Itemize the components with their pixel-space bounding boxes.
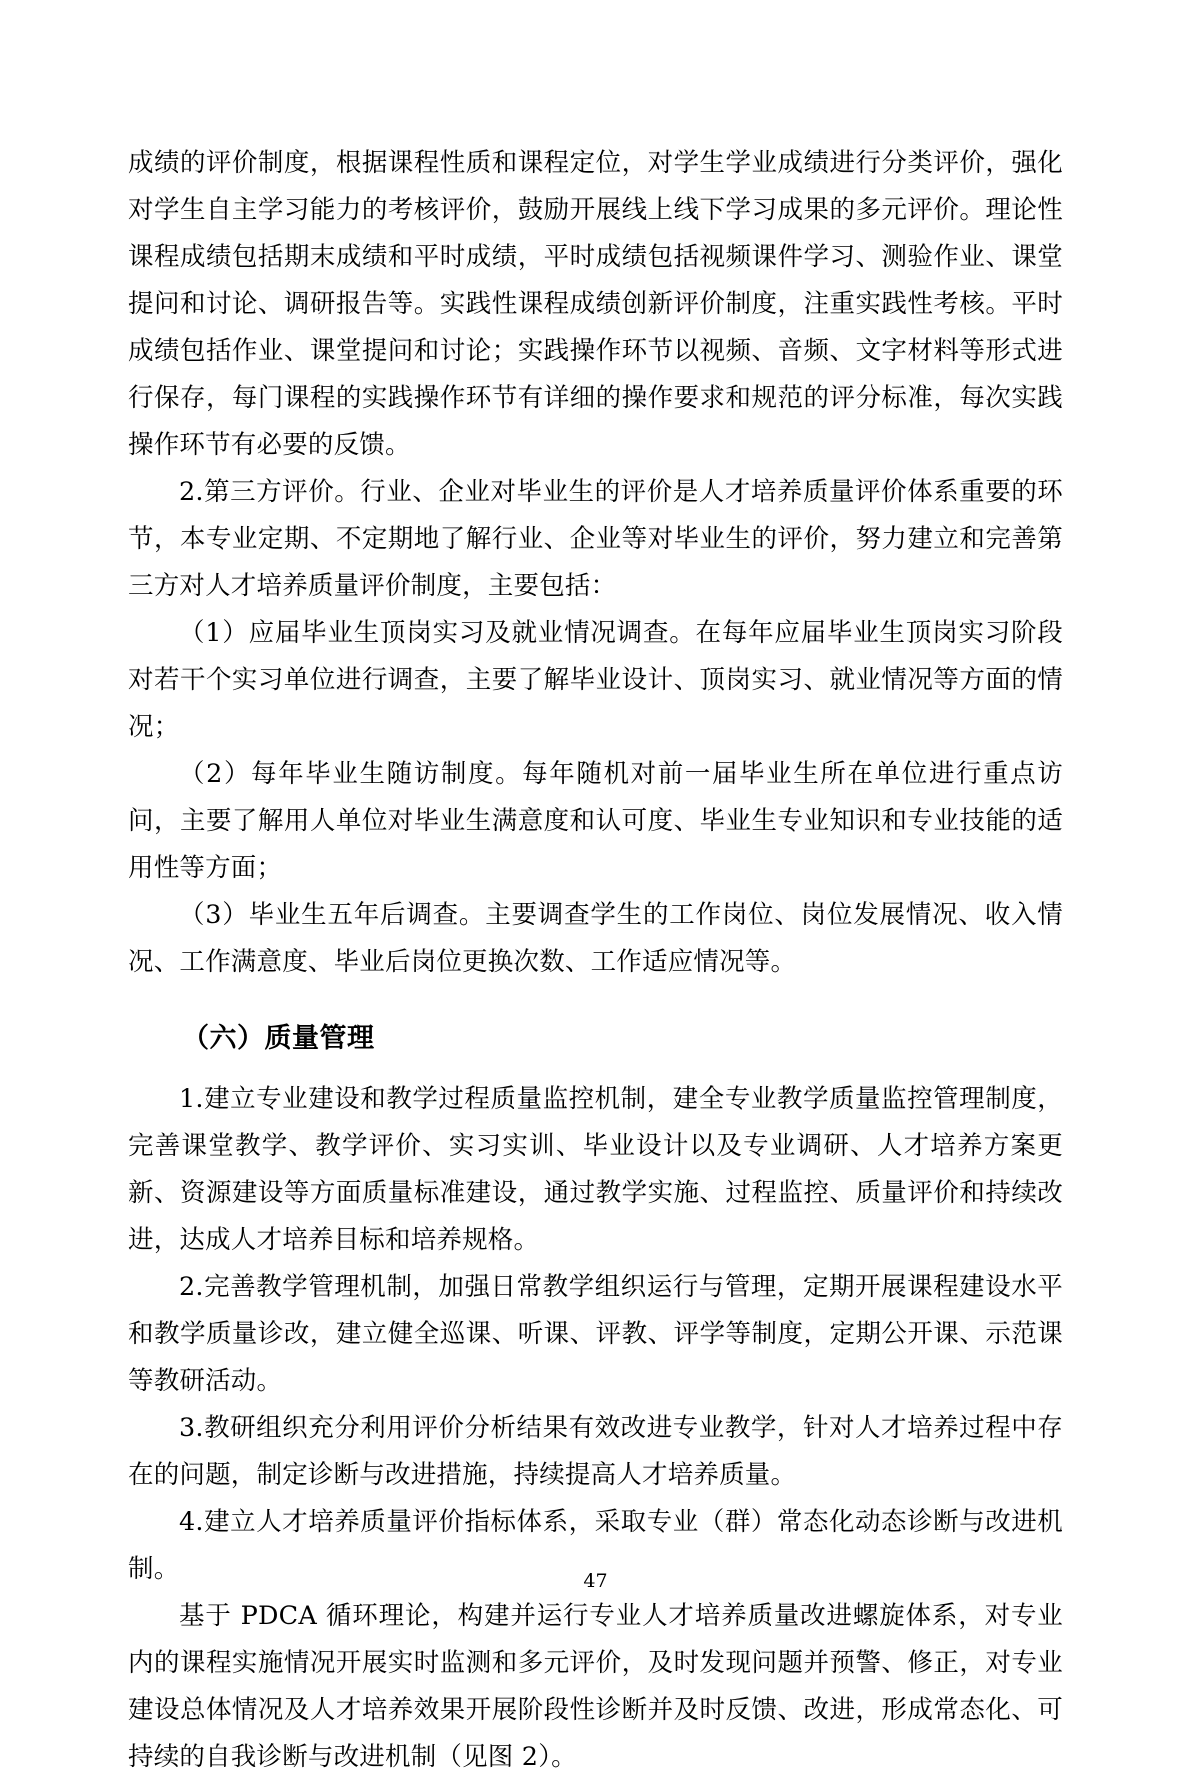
section-heading: （六）质量管理	[182, 1023, 375, 1054]
paragraph-8: 3.教研组织充分利用评价分析结果有效改进专业教学，针对人才培养过程中存在的问题，制定诊断与改进措施，持续提高人才培养质量。	[128, 1413, 1063, 1490]
paragraph-1: 成绩的评价制度，根据课程性质和课程定位，对学生学业成绩进行分类评价，强化对学生自主学习能力的考核评价，鼓励开展线上线下学习成果的多元评价。理论性课程成绩包括期末成绩和平时成绩，平时成绩包括视频课件学习、测验作业、课堂提问和讨论、调研报告等。实践性课程成绩创新评价制度，注重实践性考核。平时成绩包括作业、课堂提问和讨论；实践操作环节以视频、音频、文字材料等形式进行保存，每门课程的实践操作环节有详细的操作要求和规范的评分标准，每次实践操作环节有必要的反馈。	[128, 148, 1063, 460]
paragraph-6: 1.建立专业建设和教学过程质量监控机制，建全专业教学质量监控管理制度，完善课堂教学、教学评价、实习实训、毕业设计以及专业调研、人才培养方案更新、资源建设等方面质量标准建设，通过教学实施、过程监控、质量评价和持续改进，达成人才培养目标和培养规格。	[128, 1084, 1063, 1255]
paragraph-10: 基于 PDCA 循环理论，构建并运行专业人才培养质量改进螺旋体系，对专业内的课程实施情况开展实时监测和多元评价，及时发现问题并预警、修正，对专业建设总体情况及人才培养效果开展阶段性诊断并及时反馈、改进，形成常态化、可持续的自我诊断与改进机制（见图 2）。	[128, 1601, 1063, 1772]
document-body	[128, 140, 1063, 1781]
paragraph-5: （3）毕业生五年后调查。主要调查学生的工作岗位、岗位发展情况、收入情况、工作满意度、毕业后岗位更换次数、工作适应情况等。	[128, 900, 1063, 977]
paragraph-2: 2.第三方评价。行业、企业对毕业生的评价是人才培养质量评价体系重要的环节，本专业定期、不定期地了解行业、企业等对毕业生的评价，努力建立和完善第三方对人才培养质量评价制度，主要包括：	[128, 477, 1063, 601]
page-number: 47	[583, 1570, 608, 1592]
paragraph-3: （1）应届毕业生顶岗实习及就业情况调查。在每年应届毕业生顶岗实习阶段对若干个实习单位进行调查，主要了解毕业设计、顶岗实习、就业情况等方面的情况；	[128, 618, 1063, 742]
paragraph-4: （2）每年毕业生随访制度。每年随机对前一届毕业生所在单位进行重点访问，主要了解用人单位对毕业生满意度和认可度、毕业生专业知识和专业技能的适用性等方面；	[128, 759, 1063, 883]
paragraph-9: 4.建立人才培养质量评价指标体系，采取专业（群）常态化动态诊断与改进机制。	[128, 1507, 1063, 1584]
paragraph-7: 2.完善教学管理机制，加强日常教学组织运行与管理，定期开展课程建设水平和教学质量诊改，建立健全巡课、听课、评教、评学等制度，定期公开课、示范课等教研活动。	[128, 1272, 1063, 1396]
